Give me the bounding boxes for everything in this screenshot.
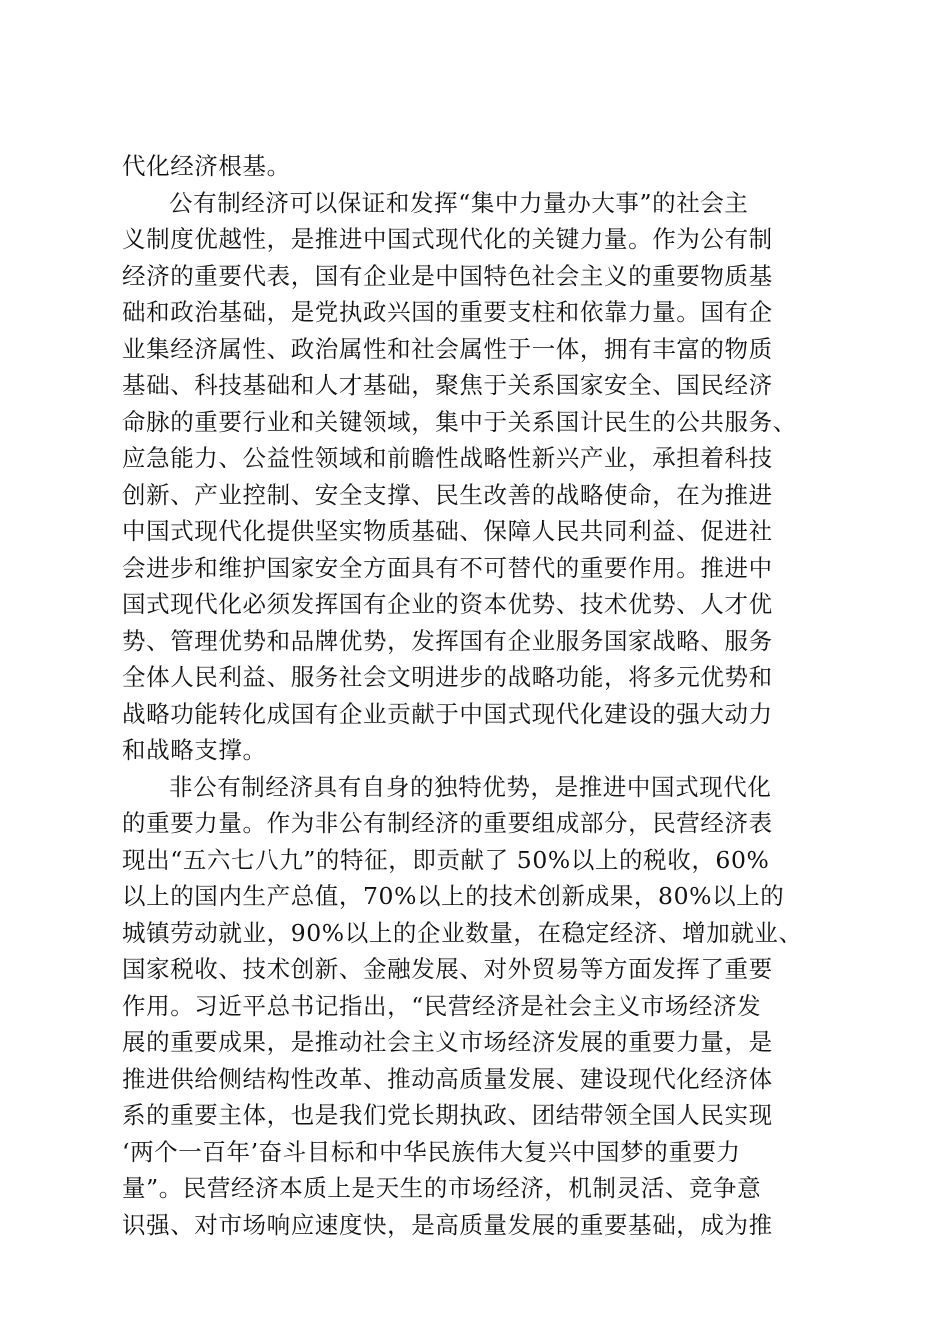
text-line: 系的重要主体，也是我们党长期执政、团结带领全国人民实现 [122, 1101, 773, 1129]
text-line: 础和政治基础，是党执政兴国的重要支柱和依靠力量。国有企 [122, 298, 773, 326]
text-line: 国家税收、技术创新、金融发展、对外贸易等方面发挥了重要 [122, 955, 773, 983]
text-line: 应急能力、公益性领域和前瞻性战略性新兴产业，承担着科技 [122, 444, 773, 472]
text-line: 识强、对市场响应速度快，是高质量发展的重要基础，成为推 [122, 1210, 773, 1239]
text-line: 国式现代化必须发挥国有企业的资本优势、技术优势、人才优 [122, 590, 773, 618]
text-line: 非公有制经济具有自身的独特优势，是推进中国式现代化 [169, 772, 772, 801]
text-line: 量”。民营经济本质上是天生的市场经济，机制灵活、竞争意 [122, 1174, 762, 1202]
text-line: 全体人民利益、服务社会文明进步的战略功能，将多元优势和 [122, 663, 773, 691]
text-line: 战略功能转化成国有企业贡献于中国式现代化建设的强大动力 [122, 699, 773, 728]
text-line: 命脉的重要行业和关键领域，集中于关系国计民生的公共服务、 [122, 407, 797, 436]
text-line: 基础、科技基础和人才基础，聚焦于关系国家安全、国民经济 [122, 371, 773, 399]
text-line: ‘两个一百年’奋斗目标和中华民族伟大复兴中国梦的重要力 [122, 1137, 741, 1166]
text-line: 中国式现代化提供坚实物质基础、保障人民共同利益、促进社 [122, 517, 773, 545]
text-line: 经济的重要代表，国有企业是中国特色社会主义的重要物质基 [122, 261, 773, 290]
text-line: 公有制经济可以保证和发挥“集中力量办大事”的社会主 [169, 188, 749, 217]
document-page [122, 148, 828, 1243]
text-line: 城镇劳动就业，90%以上的企业数量，在稳定经济、增加就业、 [122, 918, 803, 947]
text-line: 势、管理优势和品牌优势，发挥国有企业服务国家战略、服务 [122, 626, 773, 655]
text-line: 推进供给侧结构性改革、推动高质量发展、建设现代化经济体 [122, 1064, 773, 1093]
text-line: 和战略支撑。 [122, 736, 267, 764]
text-line: 展的重要成果，是推动社会主义市场经济发展的重要力量，是 [122, 1028, 773, 1056]
text-line: 义制度优越性，是推进中国式现代化的关键力量。作为公有制 [122, 225, 773, 253]
text-line: 会进步和维护国家安全方面具有不可替代的重要作用。推进中 [122, 553, 773, 582]
text-line: 作用。习近平总书记指出，“民营经济是社会主义市场经济发 [122, 991, 762, 1020]
text-line: 创新、产业控制、安全支撑、民生改善的战略使命，在为推进 [122, 480, 773, 509]
paragraph-continuation [122, 148, 828, 185]
text-line: 以上的国内生产总值，70%以上的技术创新成果，80%以上的 [122, 882, 785, 910]
text-line: 代化经济根基。 [122, 152, 291, 180]
text-line: 业集经济属性、政治属性和社会属性于一体，拥有丰富的物质 [122, 334, 773, 363]
paragraph-non-public-ownership [122, 769, 828, 1244]
text-line: 现出“五六七八九”的特征，即贡献了 50%以上的税收，60% [122, 845, 770, 874]
text-line: 的重要力量。作为非公有制经济的重要组成部分，民营经济表 [122, 809, 773, 837]
paragraph-public-ownership [122, 185, 828, 769]
